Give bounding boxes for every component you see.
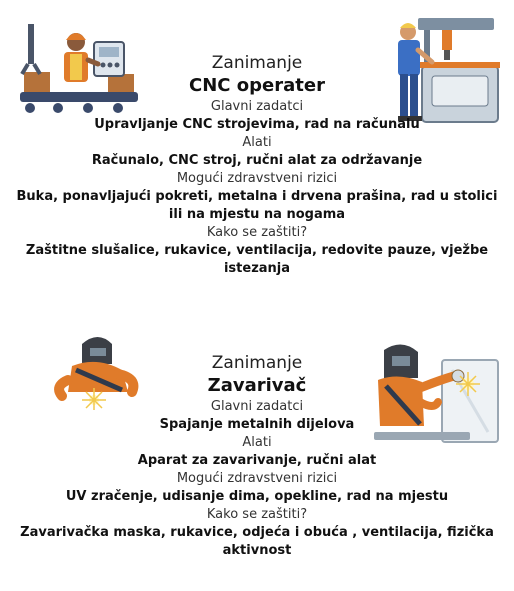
main-tasks-value: Upravljanje CNC strojevima, rad na računalu [94, 117, 420, 132]
tools-label: Alati [242, 135, 272, 150]
protection-value: Zaštitne slušalice, rukavice, ventilacija, redovite pauze, vježbe istezanja [25, 243, 489, 276]
occupation-title: Zavarivač [207, 375, 307, 396]
main-tasks-value: Spajanje metalnih dijelova [159, 417, 355, 432]
tools-value: Aparat za zavarivanje, ručni alat [137, 453, 377, 468]
occupation-kicker: Zanimanje [211, 53, 303, 73]
tools-label: Alati [242, 435, 272, 450]
protection-label: Kako se zaštiti? [206, 225, 308, 240]
occupation-card-cnc-operator [0, 52, 514, 278]
occupation-card-welder [0, 352, 514, 560]
health-risks-value: UV zračenje, udisanje dima, opekline, rad na mjestu [65, 489, 449, 504]
main-tasks-label: Glavni zadatci [210, 399, 304, 414]
main-tasks-label: Glavni zadatci [210, 99, 304, 114]
occupation-kicker: Zanimanje [211, 353, 303, 373]
protection-label: Kako se zaštiti? [206, 507, 308, 522]
health-risks-value: Buka, ponavljajući pokreti, metalna i drvena prašina, rad u stolici ili na mjestu na nogama [16, 189, 498, 222]
tools-value: Računalo, CNC stroj, ručni alat za održavanje [91, 153, 423, 168]
protection-value: Zavarivačka maska, rukavice, odjeća i obuća , ventilacija, fizička aktivnost [20, 525, 494, 558]
health-risks-label: Mogući zdravstveni rizici [176, 171, 338, 186]
occupation-title: CNC operater [189, 75, 325, 96]
health-risks-label: Mogući zdravstveni rizici [176, 471, 338, 486]
